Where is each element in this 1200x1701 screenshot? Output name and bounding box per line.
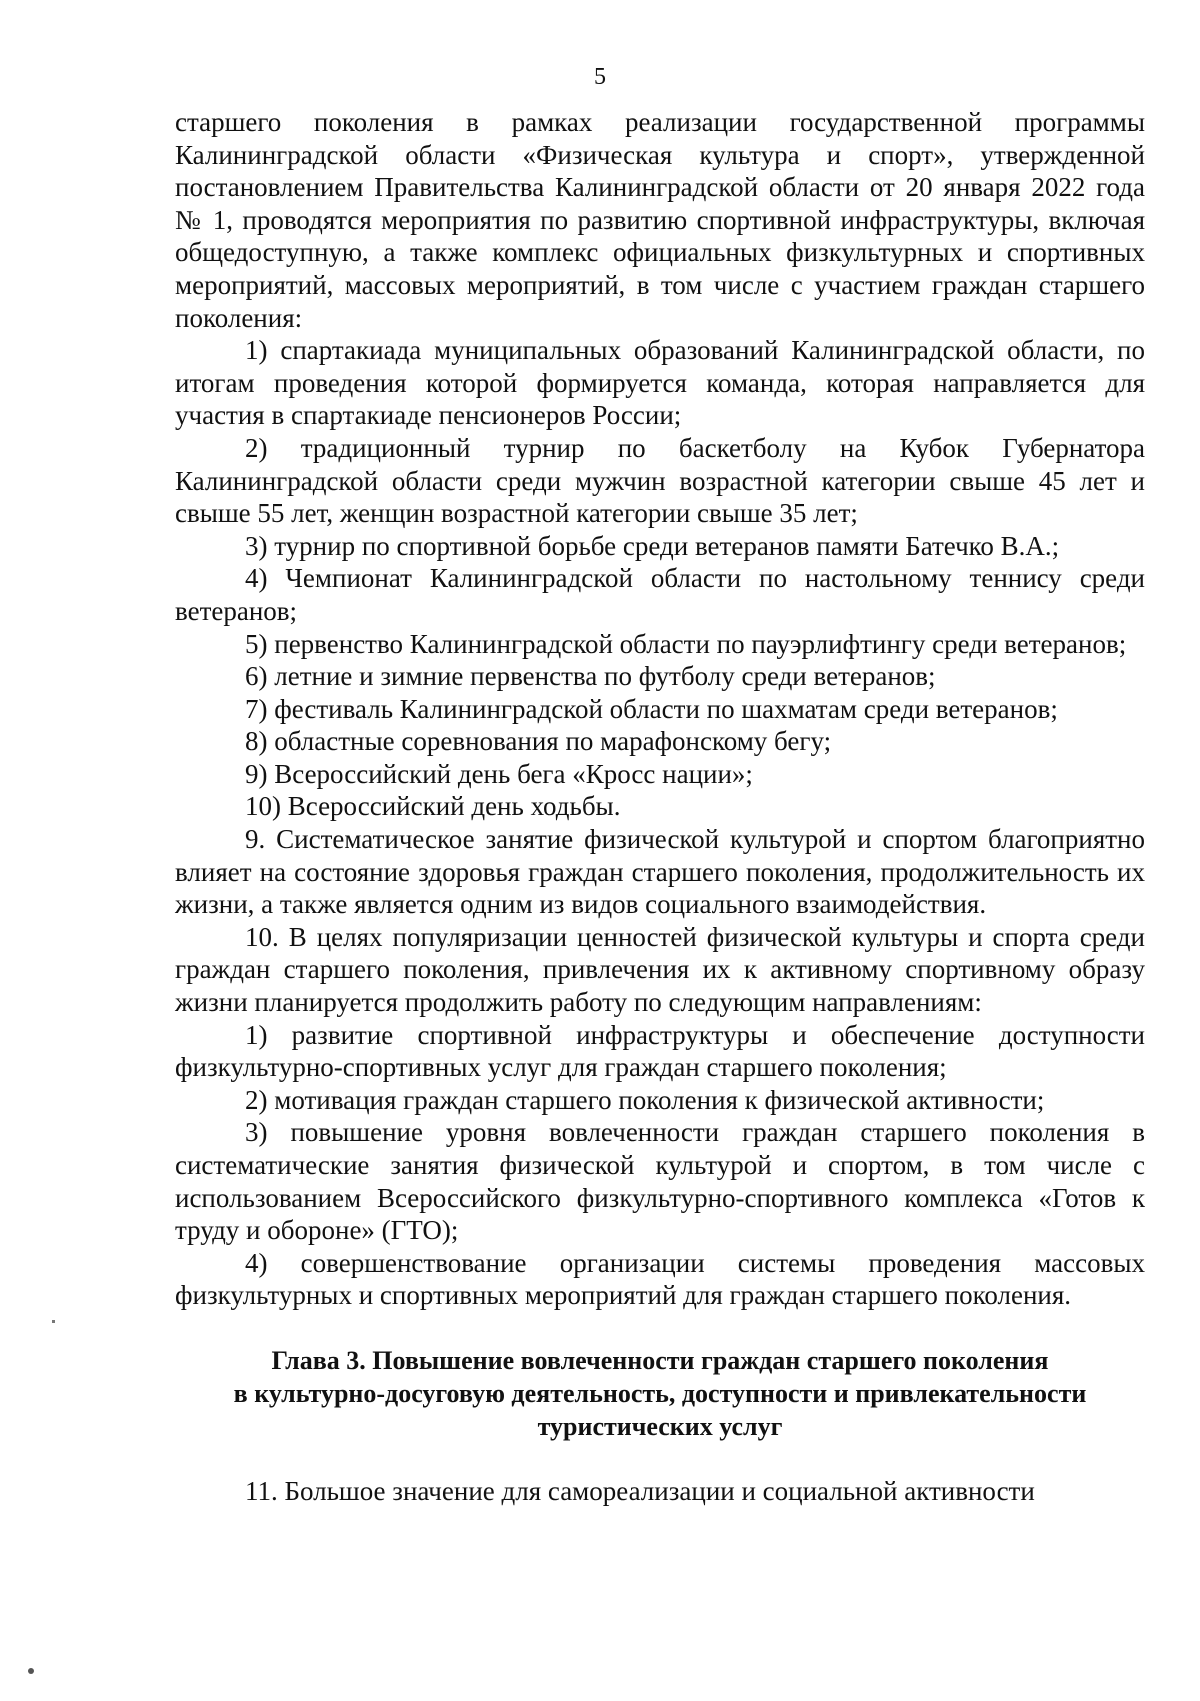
- list-item-powerlifting: 5) первенство Калининградской области по пауэрлифтингу среди ветеранов;: [245, 628, 1127, 659]
- list-item-cross-nation: 9) Всероссийский день бега «Кросс нации»;: [245, 758, 753, 789]
- paragraph-10: 10. В целях популяризации ценностей физической культуры и спорта среди граждан старшего поколения, привлечения их к активному спортивному образу жизни планируется продолжить работу по следующим направлениям:: [175, 921, 1145, 1018]
- direction-item-motivation: 2) мотивация граждан старшего поколения к физической активности;: [245, 1084, 1045, 1115]
- list-item-table-tennis: 4) Чемпионат Калининградской области по настольному теннису среди ветеранов;: [175, 563, 1145, 626]
- list-item-walking-day: 10) Всероссийский день ходьбы.: [245, 791, 621, 822]
- list-item-football: 6) летние и зимние первенства по футболу среди ветеранов;: [245, 661, 936, 692]
- chapter-heading-line: в культурно-досуговую деятельность, доступности и привлекательности: [233, 1378, 1087, 1408]
- list-item-wrestling: 3) турнир по спортивной борьбе среди ветеранов памяти Батечко В.А.;: [245, 530, 1060, 561]
- chapter-heading-line: Глава 3. Повышение вовлеченности граждан старшего поколения: [271, 1345, 1049, 1375]
- paragraph-9: 9. Систематическое занятие физической культурой и спортом благоприятно влияет на состояние здоровья граждан старшего поколения, продолжительность их жизни, а также является одним из видов социального взаимодействия.: [175, 824, 1145, 920]
- scan-margin-mark: [52, 1320, 55, 1323]
- direction-item-involvement: 3) повышение уровня вовлеченности граждан старшего поколения в систематические занятия физической культурой и спортом, в том числе с использованием Всероссийского физкультурно-спортивного комплекса «Готов к труду и обороне» (ГТО);: [175, 1117, 1145, 1246]
- direction-item-infrastructure: 1) развитие спортивной инфраструктуры и обеспечение доступности физкультурно-спортивных услуг для граждан старшего поколения;: [175, 1019, 1145, 1083]
- page-number: 5: [594, 64, 606, 90]
- list-item-spartakiad: 1) спартакиада муниципальных образований Калининградской области, по итогам проведения которой формируется команда, которая направляется для участия в спартакиаде пенсионеров России;: [175, 335, 1145, 431]
- paragraph-intro-continuation: старшего поколения в рамках реализации государственной программы Калининградской области «Физическая культура и спорт», утвержденной постановлением Правительства Калининградской области от 20 января 2022 года № 1, проводятся мероприятия по развитию спортивной инфраструктуры, включая общедоступную, а также комплекс официальных физкультурных и спортивных мероприятий, массовых мероприятий, в том числе с участием граждан старшего поколения:: [175, 107, 1145, 333]
- paragraph-11: 11. Большое значение для самореализации и социальной активности: [245, 1475, 1035, 1506]
- list-item-marathon: 8) областные соревнования по марафонскому бегу;: [245, 726, 832, 757]
- list-item-chess: 7) фестиваль Калининградской области по шахматам среди ветеранов;: [245, 693, 1058, 724]
- list-item-basketball: 2) традиционный турнир по баскетболу на Кубок Губернатора Калининградской области среди мужчин возрастной категории свыше 45 лет и свыше 55 лет, женщин возрастной категории свыше 35 лет;: [175, 432, 1145, 529]
- chapter-heading-line: туристических услуг: [537, 1411, 783, 1441]
- document-body: [175, 106, 1145, 1508]
- direction-item-organization: 4) совершенствование организации системы проведения массовых физкультурных и спортивных мероприятий для граждан старшего поколения.: [175, 1247, 1145, 1311]
- chapter-heading: [175, 1344, 1145, 1443]
- scan-margin-dot: [28, 1668, 34, 1674]
